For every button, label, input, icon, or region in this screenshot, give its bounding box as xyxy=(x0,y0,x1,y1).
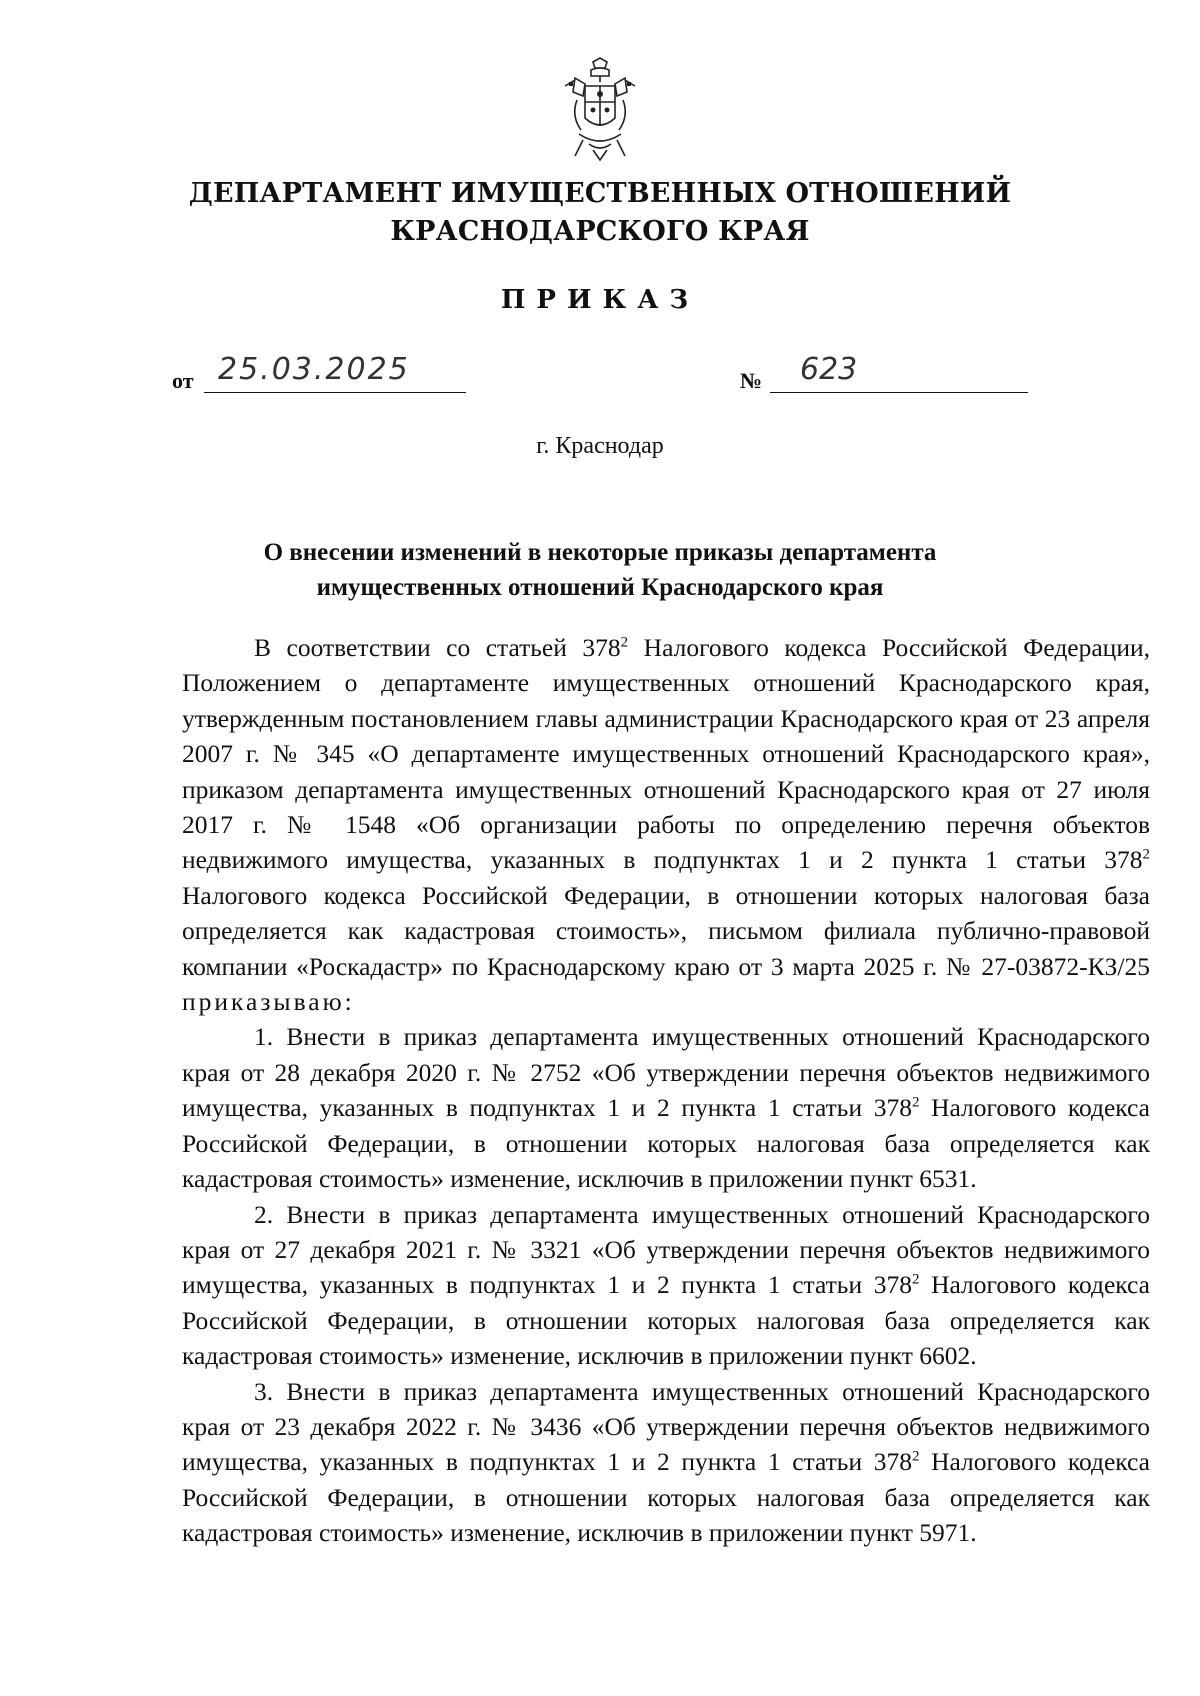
clause-1-text-b: Налогового кодекса Российской Федерации, в отношении которых налоговая база определяется как кадастровая стоимость» изменение, исключив в приложении пункт 6531. xyxy=(182,1093,1150,1194)
superscript: 2 xyxy=(620,634,629,651)
coat-of-arms-icon xyxy=(555,56,645,164)
clause-2 xyxy=(182,1197,1150,1374)
preamble-text-c: Налогового кодекса Российской Федерации, в отношении которых налоговая база определяется как кадастровая стоимость», письмом филиала публично-правовой компании «Роскадастр» по Краснодарскому краю от 3 марта 2025 г. № 27-03872-КЗ/25 xyxy=(182,880,1150,981)
clause-2-text-a: 2. Внести в приказ департамента имущественных отношений Краснодарского края от 27 декабря 2021 г. № 3321 «Об утверждении перечня объектов недвижимого имущества, указанных в подпунктах 1 и 2 пункта 1 статьи 378 xyxy=(182,1199,1150,1300)
clause-2-text-b: Налогового кодекса Российской Федерации, в отношении которых налоговая база определяется как кадастровая стоимость» изменение, исключив в приложении пункт 6602. xyxy=(182,1270,1150,1371)
date-underline xyxy=(204,392,466,393)
superscript: 2 xyxy=(911,1094,920,1111)
number-label: № xyxy=(740,368,763,393)
department-name-line1: ДЕПАРТАМЕНТ ИМУЩЕСТВЕННЫХ ОТНОШЕНИЙ xyxy=(188,178,1012,209)
clause-3-text-a: 3. Внести в приказ департамента имущественных отношений Краснодарского края от 23 декабря 2022 г. № 3436 «Об утверждении перечня объектов недвижимого имущества, указанных в подпунктах 1 и 2 пункта 1 статьи 378 xyxy=(182,1376,1150,1477)
city: г. Краснодар xyxy=(536,433,664,459)
clause-1-text-a: 1. Внести в приказ департамента имущественных отношений Краснодарского края от 28 декабря 2020 г. № 2752 «Об утверждении перечня объектов недвижимого имущества, указанных в подпунктах 1 и 2 пункта 1 статьи 378 xyxy=(182,1022,1150,1123)
title-line1: О внесении изменений в некоторые приказы департамента xyxy=(263,539,937,566)
order-word: приказываю: xyxy=(182,987,355,1017)
preamble-text-b: Налогового кодекса Российской Федерации, Положением о департаменте имущественных отношений Краснодарского края, утвержденным постановлением главы администрации Краснодарского края от 23 апреля 2007 г. № 345 «О департаменте имущественных отношений Краснодарского края», приказом департамента имущественных отношений Краснодарского края от 27 июля 2017 г. № 1548 «Об организации работы по определению перечня объектов недвижимого имущества, указанных в подпунктах 1 и 2 пункта 1 статьи 378 xyxy=(182,633,1150,875)
preamble-paragraph xyxy=(182,630,1150,1019)
date-label: от xyxy=(172,368,194,393)
document-title xyxy=(150,535,1050,605)
document-type: ПРИКАЗ xyxy=(500,285,700,315)
number-underline xyxy=(770,392,1028,393)
clause-3 xyxy=(182,1374,1150,1551)
superscript: 2 xyxy=(911,1448,920,1465)
title-line2: имущественных отношений Краснодарского края xyxy=(316,574,884,601)
document-body xyxy=(182,630,1150,1551)
superscript: 2 xyxy=(911,1271,920,1288)
number-handwritten: 623 xyxy=(800,352,858,387)
preamble-text-a: В соответствии со статьей 378 xyxy=(254,633,621,662)
department-name-line2: КРАСНОДАРСКОГО КРАЯ xyxy=(390,216,810,247)
superscript: 2 xyxy=(1142,846,1150,863)
clause-3-text-b: Налогового кодекса Российской Федерации, в отношении которых налоговая база определяется как кадастровая стоимость» изменение, исключив в приложении пункт 5971. xyxy=(182,1447,1150,1548)
clause-1 xyxy=(182,1019,1150,1196)
date-handwritten: 25.03.2025 xyxy=(218,352,410,387)
